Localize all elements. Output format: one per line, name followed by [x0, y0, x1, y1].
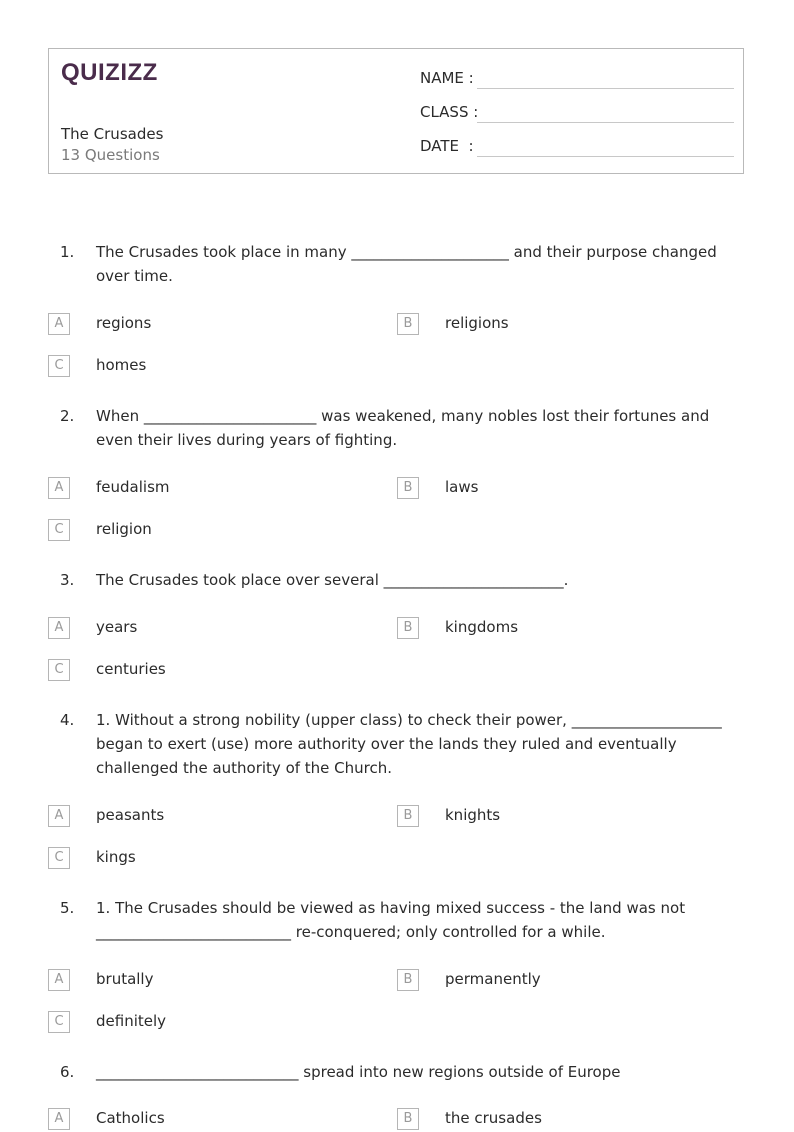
name-line[interactable] — [477, 88, 734, 89]
option-letter-box: B — [397, 969, 419, 991]
option-letter-box: A — [48, 617, 70, 639]
question-text: The Crusades took place in many _____________________ and their purpose changed over time. — [96, 243, 717, 285]
option-text: religion — [96, 520, 152, 538]
option-letter-box: C — [48, 519, 70, 541]
question-number: 1. — [60, 243, 75, 261]
option-text: brutally — [96, 970, 154, 988]
option-text: the crusades — [445, 1109, 542, 1127]
class-label: CLASS : — [420, 103, 479, 121]
class-line[interactable] — [477, 122, 734, 123]
option-letter-box: A — [48, 313, 70, 335]
option-text: knights — [445, 806, 501, 824]
option-text: religions — [445, 314, 509, 332]
option-text: laws — [445, 478, 479, 496]
option-text: feudalism — [96, 478, 170, 496]
option-letter-box: B — [397, 617, 419, 639]
option-text: kingdoms — [445, 618, 519, 636]
option-letter-box: B — [397, 805, 419, 827]
option-text: permanently — [445, 970, 541, 988]
worksheet-title: The Crusades — [61, 125, 164, 143]
question-number: 5. — [60, 899, 75, 917]
question-text: 1. The Crusades should be viewed as having mixed success - the land was not __________________________ re-conquered; only controlled for a while. — [96, 899, 686, 941]
option-letter-box: A — [48, 1108, 70, 1130]
option-letter-box: B — [397, 1108, 419, 1130]
option-letter-box: A — [48, 805, 70, 827]
option-text: Catholics — [96, 1109, 165, 1127]
option-letter-box: C — [48, 1011, 70, 1033]
name-label: NAME : — [420, 69, 474, 87]
worksheet-header — [48, 48, 744, 174]
option-text: regions — [96, 314, 152, 332]
quizizz-logo: QUIZIZZ — [61, 59, 158, 86]
question-number: 4. — [60, 711, 75, 729]
option-text: years — [96, 618, 138, 636]
option-letter-box: A — [48, 969, 70, 991]
date-line[interactable] — [477, 156, 734, 157]
question-text: ___________________________ spread into new regions outside of Europe — [96, 1063, 621, 1081]
question-number: 3. — [60, 571, 75, 589]
date-label: DATE : — [420, 137, 474, 155]
option-text: definitely — [96, 1012, 167, 1030]
question-text: 1. Without a strong nobility (upper class) to check their power, ____________________ began to exert (use) more authority over the lands they ruled and eventually challenged the authority of the Church. — [96, 711, 722, 777]
option-letter-box: B — [397, 477, 419, 499]
option-letter-box: C — [48, 659, 70, 681]
question-text: When _______________________ was weakened, many nobles lost their fortunes and even their lives during years of fighting. — [96, 407, 710, 449]
option-letter-box: C — [48, 847, 70, 869]
option-text: centuries — [96, 660, 166, 678]
question-text: The Crusades took place over several ________________________. — [96, 571, 569, 589]
option-letter-box: C — [48, 355, 70, 377]
date-field[interactable] — [420, 137, 734, 161]
option-text: kings — [96, 848, 136, 866]
question-number: 6. — [60, 1063, 75, 1081]
question-number: 2. — [60, 407, 75, 425]
question-count: 13 Questions — [61, 146, 160, 164]
option-letter-box: B — [397, 313, 419, 335]
class-field[interactable] — [420, 103, 734, 127]
option-text: homes — [96, 356, 147, 374]
name-field[interactable] — [420, 69, 734, 93]
option-text: peasants — [96, 806, 165, 824]
option-letter-box: A — [48, 477, 70, 499]
